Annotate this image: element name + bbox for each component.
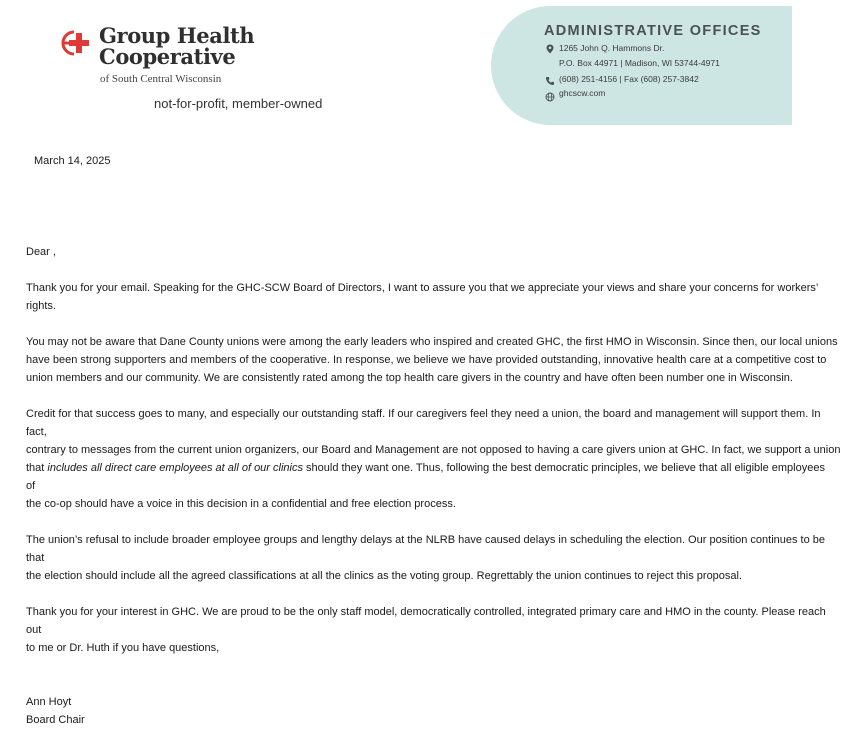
ghc-cross-logo-icon	[52, 28, 96, 58]
globe-icon	[545, 92, 555, 102]
brand-subtitle: of South Central Wisconsin	[100, 73, 222, 85]
paragraph-1	[26, 279, 838, 315]
letter-date: March 14, 2025	[34, 155, 111, 167]
paragraph-3-line: the co-op should have a voice in this decision in a confidential and free election process.	[26, 498, 456, 510]
paragraph-5-line: out	[26, 624, 42, 636]
paragraph-1-line: Thank you for your email. Speaking for the GHC-SCW Board of Directors, I want to assure you that we appreciate your views and share your concerns for workers’	[26, 282, 819, 294]
signer-name: Ann Hoyt	[26, 696, 72, 708]
salutation-text: Dear ,	[26, 246, 56, 258]
paragraph-4	[26, 531, 838, 585]
location-pin-icon	[545, 44, 555, 54]
paragraph-3-line: contrary to messages from the current union organizers, our Board and Management are not opposed to having a care givers union at GHC. In fact, we support a union	[26, 444, 841, 456]
signature-block	[26, 693, 838, 729]
paragraph-5-line: Thank you for your interest in GHC. We are proud to be the only staff model, democratically controlled, integrated primary care and HMO in the county. Please reach	[26, 606, 826, 618]
paragraph-4-line: The union’s refusal to include broader employee groups and lengthy delays at the NLRB have caused delays in scheduling the election. Our position continues to be	[26, 534, 826, 546]
administrative-offices-panel	[491, 6, 792, 125]
paragraph-3-line	[26, 459, 838, 477]
salutation	[26, 243, 838, 261]
office-title: ADMINISTRATIVE OFFICES	[544, 23, 762, 39]
signer-title: Board Chair	[26, 714, 85, 726]
paragraph-1-line: rights.	[26, 300, 56, 312]
tagline: not-for-profit, member-owned	[154, 96, 323, 111]
phone-icon	[545, 76, 555, 86]
paragraph-2-line: have been strong supporters and members of the cooperative. In response, we believe we have provided outstanding, innovative health care at a competitive cost to	[26, 354, 827, 366]
office-address-line-2: P.O. Box 44971 | Madison, WI 53744-4971	[559, 58, 720, 68]
paragraph-4-line: the election should include all the agreed classifications at all the clinics as the voting group. Regrettably the union continues to reject this proposal.	[26, 570, 743, 582]
paragraph-2-line: You may not be aware that Dane County unions were among the early leaders who inspired and created GHC, the first HMO in Wisconsin. Since then, our local unions	[26, 336, 838, 348]
paragraph-2	[26, 333, 838, 387]
office-phone-fax: (608) 251-4156 | Fax (608) 257-3842	[559, 74, 699, 84]
paragraph-2-line: union members and our community. We are consistently rated among the top health care givers in the country and have often been number one in Wisconsin.	[26, 372, 793, 384]
brand-name-line-2: Cooperative	[99, 44, 236, 69]
brand-name-line-1: Group Health	[99, 23, 255, 48]
paragraph-3-text: should they want one. Thus, following the best democratic principles, we believe that all eligible employees	[302, 462, 825, 474]
paragraph-3-line: Credit for that success goes to many, and especially our outstanding staff. If our caregivers feel they need a union, the board and management will support them. In	[26, 408, 821, 420]
office-address-line-1: 1265 John Q. Hammons Dr.	[559, 43, 665, 53]
paragraph-3-text: that	[26, 462, 48, 474]
paragraph-3-line: fact,	[26, 426, 47, 438]
paragraph-5-line: to me or Dr. Huth if you have questions,	[26, 642, 220, 654]
emphasized-text: includes all direct care employees at all of our clinics	[47, 462, 303, 474]
paragraph-5	[26, 603, 838, 657]
office-website: ghcscw.com	[559, 88, 606, 98]
paragraph-3-line: of	[26, 480, 36, 492]
paragraph-3	[26, 405, 841, 513]
paragraph-4-line: that	[26, 552, 45, 564]
